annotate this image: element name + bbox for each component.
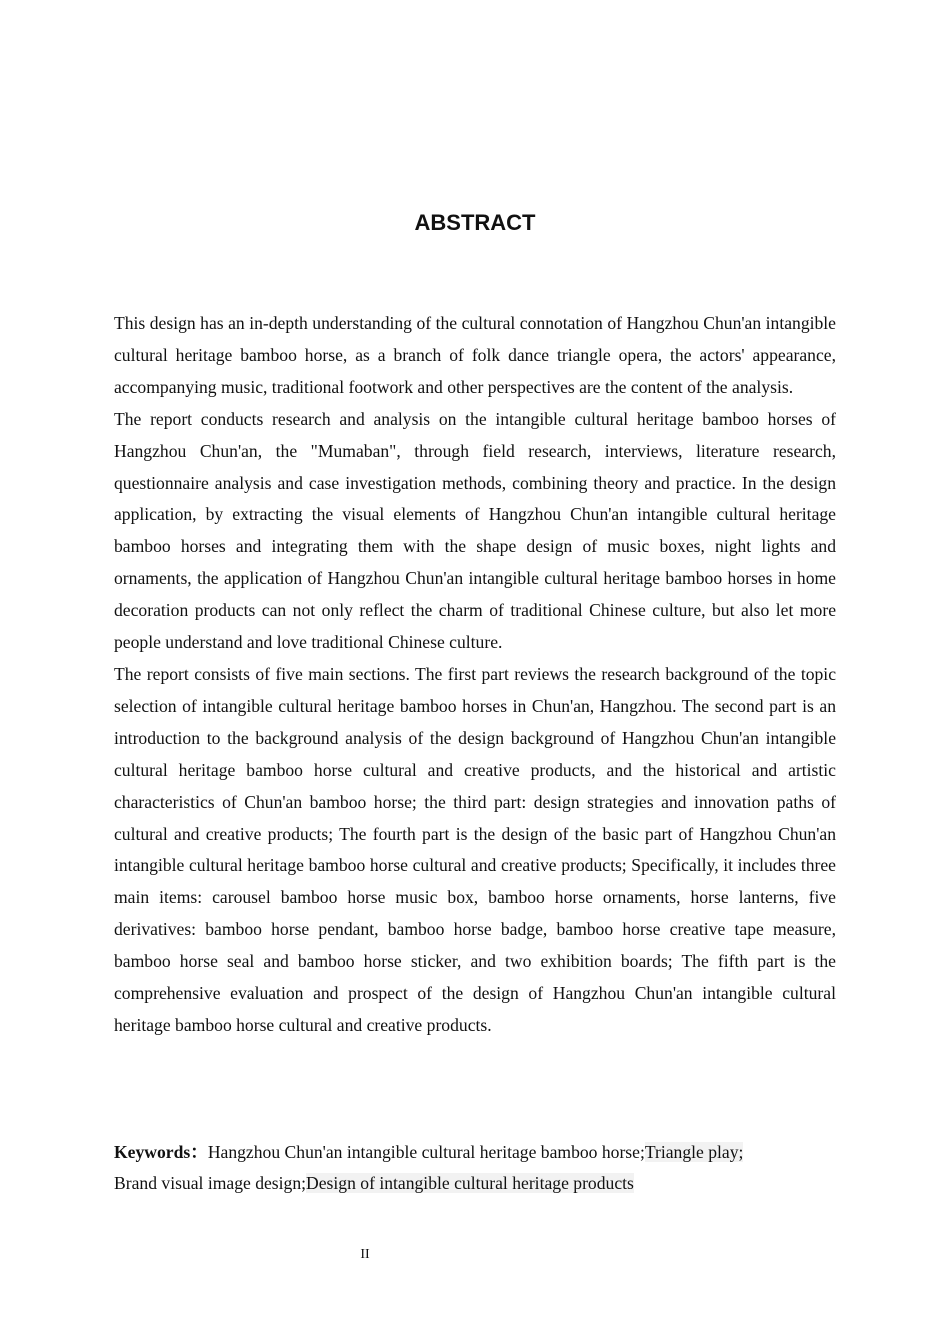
page-number: II (360, 1247, 370, 1262)
abstract-paragraph-2: The report conducts research and analysis on the intangible cultural heritage bamboo horses of Hangzhou Chun'an, the "Mumaban", through field research, interviews, literature research, questionnaire analysis and case investigation methods, combining theory and practice. In the design application, by extracting the visual elements of Hangzhou Chun'an intangible cultural heritage bamboo horses and integrating them with the shape design of music boxes, night lights and ornaments, the application of Hangzhou Chun'an intangible cultural heritage bamboo horses in home decoration products can not only reflect the charm of traditional Chinese culture, but also let more people understand and love traditional Chinese culture. (114, 408, 836, 653)
keywords-label: Keywords： (114, 1142, 208, 1162)
abstract-paragraph-1: This design has an in-depth understanding of the cultural connotation of Hangzhou Chun'an intangible cultural heritage bamboo horse, as a branch of folk dance triangle opera, the actors' appearance, accompanying music, traditional footwork and other perspectives are the content of the analysis. (114, 313, 836, 397)
keyword-3: Brand visual image design; (114, 1173, 307, 1193)
keywords-section (114, 1137, 836, 1199)
abstract-paragraph-3: The report consists of five main sections. The first part reviews the research background of the topic selection of intangible cultural heritage bamboo horses in Chun'an, Hangzhou. The second part is an introduction to the background analysis of the design background of Hangzhou Chun'an intangible cultural heritage bamboo horse cultural and creative products, and the historical and artistic characteristics of Chun'an bamboo horse; the third part: design strategies and innovation paths of cultural and creative products; The fourth part is the design of the basic part of Hangzhou Chun'an intangible cultural heritage bamboo horse cultural and creative products; Specifically, it includes three main items: carousel bamboo horse music box, bamboo horse ornaments, horse lanterns, five derivatives: bamboo horse pendant, bamboo horse badge, bamboo horse creative tape measure, bamboo horse seal and bamboo horse sticker, and two exhibition boards; The fifth part is the comprehensive evaluation and prospect of the design of Hangzhou Chun'an intangible cultural heritage bamboo horse cultural and creative products. (114, 663, 836, 1035)
keyword-2: Triangle play; (644, 1142, 744, 1162)
keyword-1: Hangzhou Chun'an intangible cultural heritage bamboo horse; (207, 1142, 645, 1162)
abstract-body (114, 308, 836, 1042)
keyword-4: Design of intangible cultural heritage products (306, 1173, 634, 1193)
page-title: ABSTRACT (414, 210, 536, 235)
